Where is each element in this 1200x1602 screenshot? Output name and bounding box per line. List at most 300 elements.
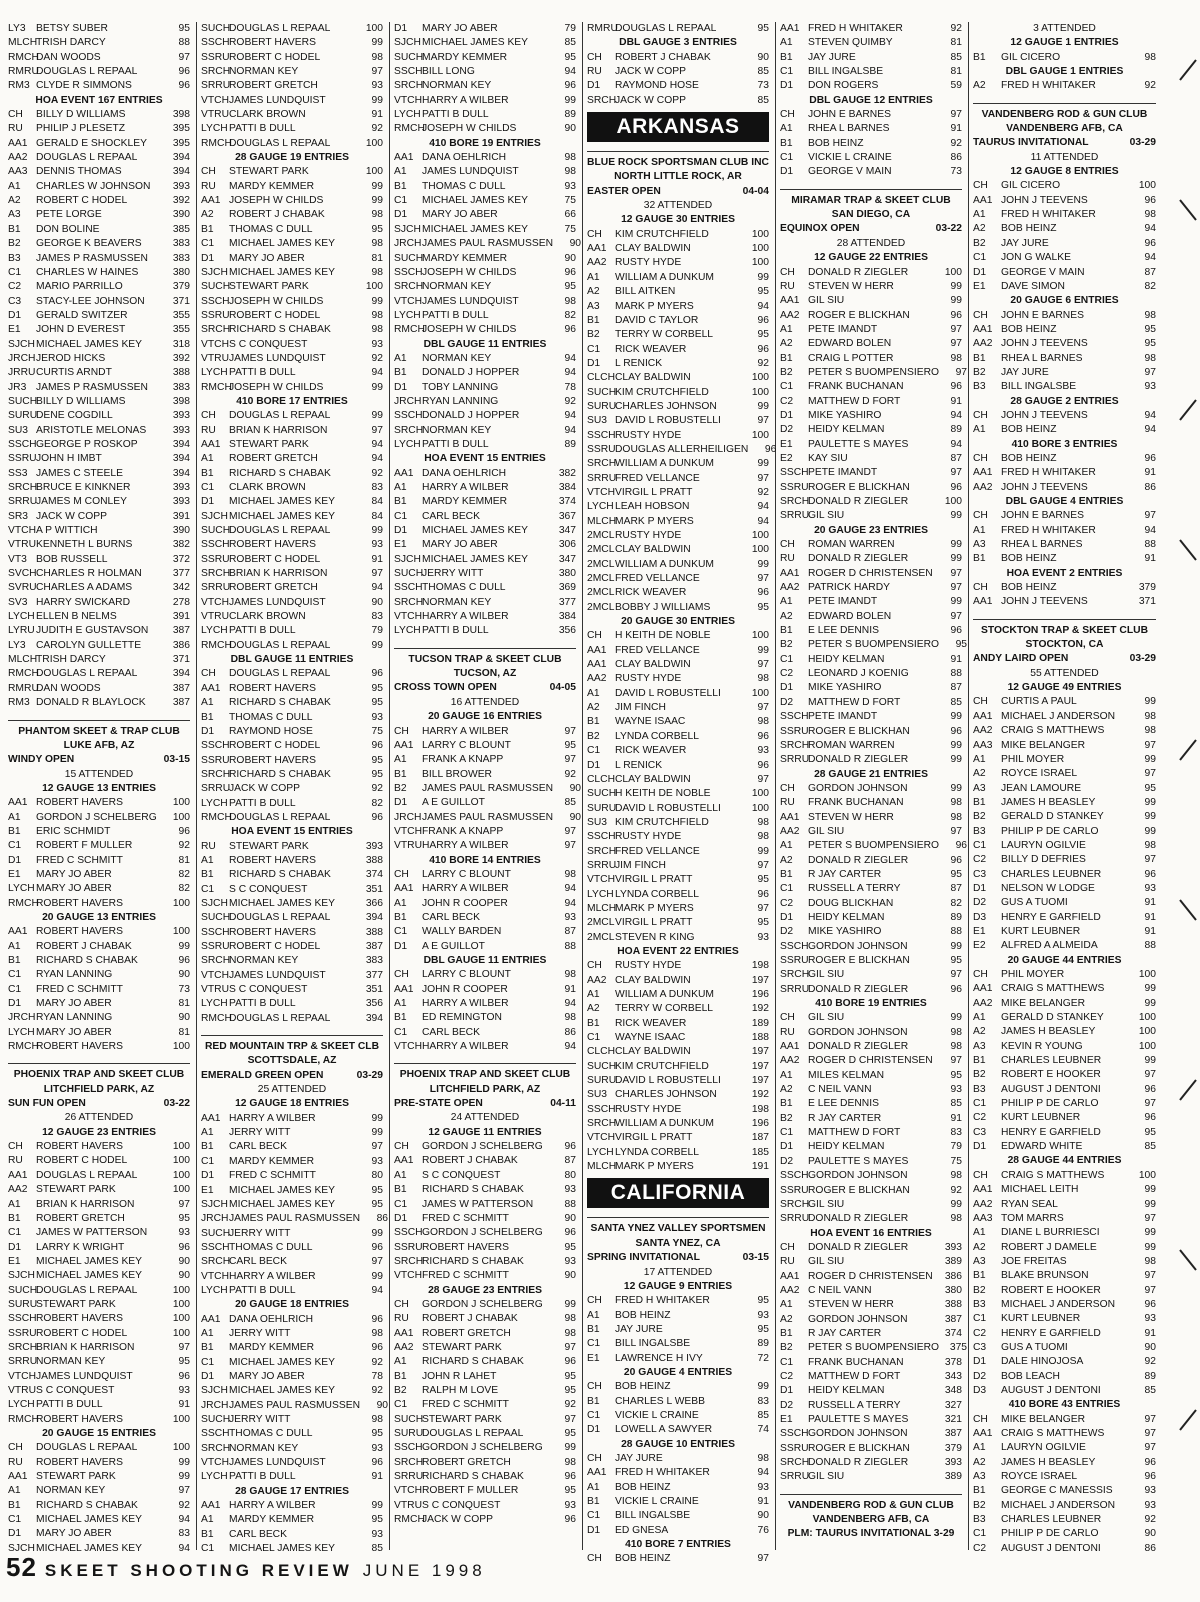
shooter-name: ROBERT J CHABAK (615, 51, 711, 63)
score: 98 (564, 1456, 576, 1468)
class-code: D1 (973, 1141, 987, 1153)
class-code: RU (780, 1026, 795, 1038)
shooter-name: MARY JO ABER (36, 868, 112, 880)
class-code: A2 (8, 195, 21, 207)
issue-date: JUNE 1998 (362, 1561, 486, 1580)
score: 98 (371, 1327, 383, 1339)
score: 96 (564, 80, 576, 92)
score: 96 (371, 1457, 383, 1469)
class-code: D3 (973, 911, 987, 923)
event-section-header: DBL GAUGE 11 ENTRIES (423, 338, 547, 350)
result-row (780, 739, 962, 753)
score: 81 (371, 252, 383, 264)
shooter-name: BOB HEINZ (1001, 452, 1057, 464)
shooter-name: JOSEPH W CHILDS (229, 195, 324, 207)
event-name: EQUINOX OPEN (780, 223, 860, 235)
result-row (587, 472, 769, 486)
shooter-name: STACY-LEE JOHNSON (36, 295, 145, 307)
club-line: VANDENBERG AFB, CA (812, 1514, 930, 1526)
result-row (394, 1413, 576, 1427)
result-row (587, 701, 769, 715)
club-header (587, 151, 769, 185)
class-code: C2 (780, 1370, 794, 1382)
class-code: D1 (394, 381, 408, 393)
score: 79 (371, 625, 383, 637)
class-code: SUCH (8, 395, 38, 407)
score: 92 (564, 1399, 576, 1411)
score: 96 (371, 668, 383, 680)
class-code: SU3 (587, 415, 608, 427)
class-code: JRCH (201, 1213, 229, 1225)
result-row (394, 768, 576, 782)
result-row (201, 438, 383, 452)
result-row (587, 572, 769, 586)
class-code: D1 (587, 1524, 601, 1536)
score: 82 (178, 883, 190, 895)
score: 90 (564, 123, 576, 135)
score: 380 (172, 266, 190, 278)
class-code: B3 (8, 252, 21, 264)
score: 100 (751, 802, 769, 814)
score: 97 (950, 969, 962, 981)
score: 380 (558, 568, 576, 580)
result-row (973, 337, 1156, 351)
class-code: RU (8, 1456, 23, 1468)
class-code: SURU (8, 1298, 38, 1310)
class-code: B2 (394, 782, 407, 794)
event-section-header: 410 BORE 19 ENTRIES (815, 998, 927, 1010)
score: 96 (564, 1227, 576, 1239)
score: 395 (172, 137, 190, 149)
result-row (201, 983, 383, 997)
shooter-name: BRIAN K HARRISON (36, 1341, 135, 1353)
score: 94 (564, 367, 576, 379)
score: 95 (950, 1069, 962, 1081)
class-code: SRCH (587, 845, 617, 857)
result-row (201, 1012, 383, 1026)
score: 96 (564, 1356, 576, 1368)
class-code: SUCH (394, 1413, 424, 1425)
result-row (201, 639, 383, 653)
shooter-name: MARDY KEMMER (229, 1514, 315, 1526)
result-row (394, 352, 576, 366)
result-row (394, 1011, 576, 1025)
shooter-name: HARRY A WILBER (422, 883, 509, 895)
shooter-name: BOB HEINZ (1001, 553, 1057, 565)
class-code: A1 (780, 123, 793, 135)
result-row (780, 854, 962, 868)
class-code: VTCH (587, 486, 616, 498)
score: 97 (1144, 1284, 1156, 1296)
result-row (780, 452, 962, 466)
score: 96 (757, 888, 769, 900)
result-row (8, 1398, 190, 1412)
shooter-name: MICHAEL JAMES KEY (229, 496, 336, 508)
result-row (201, 940, 383, 954)
result-row (780, 552, 962, 566)
class-code: B2 (780, 1342, 793, 1354)
result-row (201, 223, 383, 237)
shooter-name: ROBERT HAVERS (36, 897, 123, 909)
shooter-name: TOM MARRS (1001, 1212, 1064, 1224)
shooter-name: JOSEPH W CHILDS (422, 324, 517, 336)
result-row (780, 395, 962, 409)
class-code: SRCH (394, 596, 424, 608)
shooter-name: RHEA L BARNES (808, 123, 890, 135)
result-row (8, 639, 190, 653)
score: 78 (371, 1370, 383, 1382)
result-row (394, 524, 576, 538)
shooter-name: STEWART PARK (422, 1413, 502, 1425)
score: 99 (371, 295, 383, 307)
shooter-name: RICHARD S CHABAK (422, 1184, 524, 1196)
score: 395 (172, 123, 190, 135)
shooter-name: GORDON JOHNSON (808, 1026, 908, 1038)
class-code: 2MCL (587, 587, 615, 599)
result-row (587, 787, 769, 801)
class-code: RU (201, 424, 216, 436)
club-line: TUCSON TRAP & SKEET CLUB (408, 653, 562, 665)
shooter-name: GERALD D STANKEY (1001, 1012, 1104, 1024)
shooter-name: BOB HEINZ (808, 137, 864, 149)
class-code: B1 (973, 1055, 986, 1067)
score: 98 (371, 324, 383, 336)
shooter-name: DALE HINOJOSA (1001, 1356, 1084, 1368)
class-code: CH (394, 1141, 409, 1153)
score: 94 (757, 300, 769, 312)
class-code: RMCH (201, 1012, 232, 1024)
class-code: A2 (587, 702, 600, 714)
event-name: EASTER OPEN (587, 185, 661, 197)
shooter-name: LOWELL A SAWYER (615, 1424, 713, 1436)
result-row (587, 558, 769, 572)
score: 97 (178, 1485, 190, 1497)
class-code: AA1 (780, 811, 800, 823)
score: 75 (564, 195, 576, 207)
shooter-name: CRAIG S MATTHEWS (1001, 983, 1105, 995)
result-row (780, 667, 962, 681)
shooter-name: ED REMINGTON (422, 1012, 502, 1024)
result-row (780, 137, 962, 151)
shooter-name: JOHN E BARNES (1001, 309, 1084, 321)
score: 94 (371, 453, 383, 465)
class-code: AA2 (973, 725, 993, 737)
result-row (8, 108, 190, 122)
score: 100 (1138, 1169, 1156, 1181)
score: 100 (365, 281, 383, 293)
score: 94 (371, 1284, 383, 1296)
shooter-name: GORDON J SCHELBERG (422, 1298, 543, 1310)
score: 100 (172, 1141, 190, 1153)
class-code: B1 (587, 1496, 600, 1507)
club-header (973, 103, 1156, 137)
shooter-name: FRED H WHITAKER (1001, 209, 1096, 221)
result-row (8, 1484, 190, 1498)
shooter-name: RICHARD S CHABAK (229, 467, 331, 479)
class-code: SRCH (201, 1442, 231, 1454)
shooter-name: C NEIL VANN (808, 1084, 872, 1096)
score: 92 (950, 23, 962, 34)
class-code: AA1 (201, 1112, 221, 1124)
class-code: D1 (394, 209, 408, 221)
shooter-name: MATTHEW D FORT (808, 696, 901, 708)
score: 98 (564, 969, 576, 981)
shooter-name: BILL AITKEN (615, 286, 676, 298)
shooter-name: MARDY KEMMER (422, 51, 508, 63)
event-section-header: HOA EVENT 2 ENTRIES (1006, 567, 1123, 579)
event-title-row (587, 1251, 769, 1265)
result-row (201, 280, 383, 294)
score: 372 (172, 553, 190, 565)
result-row (394, 295, 576, 309)
result-row (201, 1370, 383, 1384)
result-row (8, 1183, 190, 1197)
score: 94 (1144, 409, 1156, 421)
shooter-name: NORMAN KEY (422, 80, 492, 92)
class-code: SSCH (780, 1428, 809, 1440)
result-row (394, 983, 576, 997)
event-date: 03-15 (742, 1252, 769, 1264)
event-title-row (394, 1097, 576, 1111)
shooter-name: FRED H WHITAKER (615, 1295, 710, 1307)
shooter-name: JOHN J TEEVENS (1001, 338, 1088, 350)
shooter-name: MARY JO ABER (422, 209, 498, 221)
score: 94 (757, 515, 769, 527)
result-row (780, 653, 962, 667)
score: 388 (944, 1299, 962, 1311)
score: 97 (757, 773, 769, 785)
class-code: A1 (394, 998, 407, 1010)
event-section-header: 28 GAUGE 10 ENTRIES (621, 1438, 735, 1450)
class-code: SRCH (780, 496, 810, 507)
score: 87 (950, 883, 962, 895)
score: 88 (1144, 539, 1156, 551)
shooter-name: JERRY WITT (229, 1227, 291, 1239)
shooter-name: MICHAEL JAMES KEY (229, 1184, 336, 1196)
score: 90 (569, 782, 582, 794)
score: 94 (178, 1542, 190, 1554)
shooter-name: JIM FINCH (615, 702, 666, 714)
shooter-name: BILL INGALSBE (615, 1510, 691, 1522)
class-code: AA1 (973, 1428, 993, 1439)
class-code: C1 (394, 1026, 408, 1038)
class-code: SSRU (587, 443, 616, 455)
result-row (973, 1183, 1156, 1197)
score: 97 (950, 567, 962, 579)
score: 95 (371, 1198, 383, 1210)
shooter-name: STEWART PARK (422, 1341, 502, 1353)
shooter-name: STEVEN QUIMBY (808, 37, 893, 49)
score: 98 (564, 295, 576, 307)
score: 96 (1144, 1471, 1156, 1483)
shooter-name: HENRY E GARFIELD (1001, 1327, 1101, 1339)
class-code: A1 (587, 271, 600, 283)
result-row (973, 1484, 1156, 1498)
shooter-name: C NEIL VANN (808, 1284, 872, 1296)
class-code: C3 (973, 1341, 987, 1353)
score: 97 (1144, 1428, 1156, 1439)
class-code: D1 (973, 1356, 987, 1368)
class-code: SSCH (394, 410, 423, 422)
result-row (780, 595, 962, 609)
result-row (8, 1413, 190, 1427)
result-row (201, 696, 383, 710)
score: 100 (172, 1184, 190, 1196)
result-row (201, 467, 383, 481)
shooter-name: MICHAEL LEITH (1001, 1184, 1079, 1196)
shooter-name: HENRY E GARFIELD (1001, 1126, 1101, 1138)
score: 371 (172, 654, 190, 666)
score: 382 (172, 539, 190, 551)
result-row (8, 1040, 190, 1054)
shooter-name: EDWARD WHITE (1001, 1141, 1083, 1153)
shooter-name: WILLIAM A DUNKUM (615, 458, 714, 470)
class-code: A1 (201, 1514, 214, 1526)
result-row (201, 79, 383, 93)
result-row (8, 682, 190, 696)
result-row (394, 409, 576, 423)
class-code: SSRU (201, 553, 230, 565)
shooter-name: GUS A TUOMI (1001, 1341, 1068, 1353)
class-code: B1 (394, 367, 407, 379)
event-section-header: 410 BORE 3 ENTRIES (1011, 438, 1118, 450)
result-row (780, 696, 962, 710)
score: 91 (950, 1112, 962, 1124)
class-code: AA1 (780, 1270, 800, 1282)
score: 98 (564, 1012, 576, 1024)
shooter-name: BILLY D WILLIAMS (36, 109, 126, 121)
class-code: D1 (587, 1424, 601, 1436)
class-code: SSCH (587, 429, 616, 441)
class-code: LYCH (201, 797, 228, 809)
class-code: A3 (973, 782, 986, 794)
result-row (780, 1442, 962, 1456)
score: 96 (1144, 452, 1156, 464)
shooter-name: MICHAEL JAMES KEY (36, 1270, 143, 1282)
result-row (8, 223, 190, 237)
score: 387 (172, 682, 190, 694)
class-code: VTCH (394, 94, 423, 106)
score: 94 (371, 438, 383, 450)
shooter-name: ROBERT C HODEL (36, 1155, 128, 1167)
result-row (587, 529, 769, 543)
result-row (780, 811, 962, 825)
shooter-name: ROGER E BLICKHAN (808, 1184, 910, 1196)
score: 99 (950, 553, 962, 565)
event-date: 04-05 (549, 682, 576, 694)
result-row (587, 1045, 769, 1059)
score: 100 (944, 496, 962, 507)
shooter-name: WILLIAM A DUNKUM (615, 989, 714, 1000)
shooter-name: MARY JO ABER (229, 252, 305, 264)
result-row (780, 1470, 962, 1484)
class-code: AA1 (201, 682, 221, 694)
class-code: SRCH (201, 1256, 231, 1268)
class-code: A1 (973, 209, 986, 221)
result-row (973, 839, 1156, 853)
shooter-name: JIM FINCH (615, 859, 666, 871)
shooter-name: GEORGE V MAIN (808, 166, 892, 178)
shooter-name: MIKE BELANGER (1001, 739, 1086, 751)
score: 100 (751, 630, 769, 642)
class-code: AA1 (973, 596, 993, 608)
shooter-name: ROGER D CHRISTENSEN (808, 1055, 933, 1067)
result-row (394, 424, 576, 438)
class-code: SSRU (780, 1442, 809, 1454)
score: 97 (757, 573, 769, 585)
club-line: LUKE AFB, AZ (63, 739, 135, 751)
score: 97 (1144, 739, 1156, 751)
class-code: E1 (780, 1414, 793, 1425)
class-code: A1 (394, 166, 407, 178)
result-row (973, 452, 1156, 466)
club-line: PHOENIX TRAP AND SKEET CLUB (13, 1069, 185, 1081)
class-code: SRRU (201, 80, 231, 92)
event-title-row (201, 1069, 383, 1083)
class-code: B2 (587, 329, 600, 341)
class-code: AA2 (8, 152, 28, 164)
score: 97 (757, 702, 769, 714)
score: 394 (172, 152, 190, 164)
shooter-name: S C CONQUEST (229, 883, 308, 895)
result-row (973, 222, 1156, 236)
event-date: 04-04 (742, 185, 769, 197)
result-row (780, 1083, 962, 1097)
score: 97 (1144, 510, 1156, 522)
score: 99 (757, 1381, 769, 1393)
score: 91 (757, 1496, 769, 1507)
result-row (587, 79, 769, 93)
score: 99 (1144, 1241, 1156, 1253)
shooter-name: STEWART PARK (36, 1471, 116, 1483)
class-code: B2 (973, 811, 986, 823)
score: 100 (751, 372, 769, 384)
shooter-name: BILL INGALSBE (1001, 381, 1077, 393)
score: 98 (1144, 839, 1156, 851)
class-code: VTRU (201, 352, 230, 364)
class-code: A2 (973, 1241, 986, 1253)
class-code: RMCH (8, 897, 39, 909)
shooter-name: RICHARD S CHABAK (422, 1356, 524, 1368)
class-code: SRRU (8, 496, 38, 508)
score: 99 (1144, 796, 1156, 808)
score: 306 (558, 539, 576, 551)
shooter-name: ROBERT HAVERS (229, 854, 316, 866)
score: 97 (950, 323, 962, 335)
class-code: RU (201, 180, 216, 192)
class-code: A1 (973, 424, 986, 436)
result-row (780, 983, 962, 997)
result-row (587, 1337, 769, 1351)
result-row (394, 882, 576, 896)
shooter-name: CLAY BALDWIN (615, 243, 691, 255)
score: 99 (371, 1127, 383, 1139)
result-row (8, 1341, 190, 1355)
score: 92 (371, 783, 383, 795)
shooter-name: MICHAEL JAMES KEY (422, 553, 529, 565)
class-code: AA1 (587, 1467, 607, 1479)
class-code: CH (973, 309, 988, 321)
shooter-name: DOUGLAS ALLERHEILIGEN (615, 443, 749, 455)
score: 97 (371, 66, 383, 78)
score: 83 (950, 1127, 962, 1139)
score: 398 (172, 395, 190, 407)
event-section-header: HOA EVENT 15 ENTRIES (231, 826, 353, 838)
score: 90 (178, 1270, 190, 1282)
result-row (973, 366, 1156, 380)
score: 87 (564, 926, 576, 938)
class-code: C3 (8, 295, 22, 307)
